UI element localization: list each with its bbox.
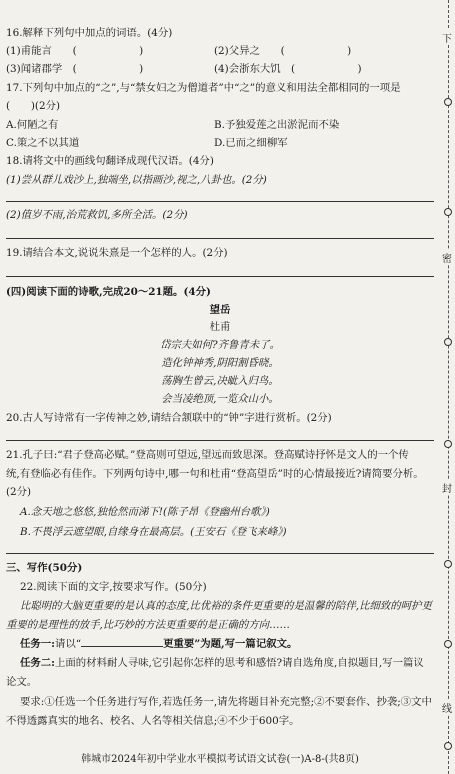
requirements-line1: 要求:①任选一个任务进行写作,若选任务一,请先将题目补充完整;②不要套作、抄袭;③文中 bbox=[20, 696, 432, 708]
binding-circle-icon bbox=[444, 98, 452, 106]
q17-question-line2: ( )(2分) bbox=[6, 100, 60, 112]
binding-char: 密 bbox=[441, 250, 453, 265]
answer-line bbox=[6, 238, 434, 239]
answer-line bbox=[6, 553, 434, 554]
q16-item-1: (1)甫能言 ( ) bbox=[6, 45, 144, 57]
task1 bbox=[20, 637, 297, 652]
answer-line bbox=[6, 276, 434, 277]
task2 bbox=[20, 656, 424, 671]
section3-title: 三、写作(50分) bbox=[6, 562, 83, 574]
task1-mid: 更重要”为题,写一篇记叙文。 bbox=[163, 638, 298, 650]
task1-pre: 请以“ bbox=[55, 638, 82, 650]
binding-circle-icon bbox=[444, 560, 452, 568]
q19-title: 19.请结合本文,说说朱熹是一个怎样的人。(2分) bbox=[6, 247, 228, 259]
task2-text-line2: 论文。 bbox=[6, 676, 38, 688]
q16-title: 16.解释下列句中加点的词语。(4分) bbox=[6, 27, 173, 39]
q18-title: 18.请将文中的画线句翻译成现代汉语。(4分) bbox=[6, 155, 214, 167]
poem-line-3: 荡胸生曾云,决眦入归鸟。 bbox=[161, 375, 279, 387]
poem-line-4: 会当凌绝顶,一览众山小。 bbox=[161, 393, 279, 405]
binding-circle-icon bbox=[444, 440, 452, 448]
q16-item-2: (2)父异之 ( ) bbox=[214, 45, 352, 57]
q18-sentence-1: (1)尝从群儿戏沙上,独端坐,以指画沙,视之,八卦也。(2分) bbox=[6, 174, 267, 186]
q16-item-4: (4)会浙东大饥 ( ) bbox=[214, 63, 362, 75]
binding-char: 封 bbox=[441, 480, 453, 495]
task2-text: 上面的材料耐人寻味,它引起你怎样的思考和感悟?请自选角度,自拟题目,写一篇议 bbox=[55, 657, 424, 669]
binding-circle-icon bbox=[444, 338, 452, 346]
q17-option-d: D.已而之细柳军 bbox=[214, 137, 288, 149]
q21-question-line2: 统,有登临必有佳作。下列两句诗中,哪一句和杜甫“登高望岳”时的心情最接近?请简要分析。 bbox=[6, 468, 424, 480]
material-para-line2: 重要的是理性的放手,比巧妙的方法更重要的是正确的方向…… bbox=[6, 619, 290, 631]
poem-line-1: 岱宗夫如何?齐鲁青未了。 bbox=[160, 339, 280, 351]
q16-item-3: (3)闻诸郡学 ( ) bbox=[6, 63, 144, 75]
binding-circle-icon bbox=[444, 640, 452, 648]
q22-title: 22.阅读下面的文字,按要求写作。(50分) bbox=[20, 581, 207, 593]
binding-dashed-line bbox=[448, 0, 449, 774]
material-para-line1: 比聪明的大脑更重要的是认真的态度,比优裕的条件更重要的是温馨的陪伴,比细致的呵护更 bbox=[20, 600, 432, 612]
q17-option-c: C.策之不以其道 bbox=[6, 137, 80, 149]
q17-option-b: B.予独爱莲之出淤泥而不染 bbox=[214, 119, 340, 131]
answer-line bbox=[6, 201, 434, 202]
title-blank bbox=[81, 646, 163, 647]
answer-line bbox=[6, 440, 434, 441]
q17-question-line1: 17.下列句中加点的“之”,与“禁女妇之为僧道者”中“之”的意义和用法全都相同的一项是 bbox=[6, 82, 401, 94]
page-footer: 韩城市2024年初中学业水平模拟考试语文试卷(一)A-8-(共8页) bbox=[81, 754, 359, 765]
poem-title: 望岳 bbox=[209, 304, 231, 316]
q21-question-line3: (2分) bbox=[6, 486, 32, 498]
poem-line-2: 造化钟神秀,阴阳割昏晓。 bbox=[161, 357, 279, 369]
binding-circle-icon bbox=[444, 742, 452, 750]
section4-title: (四)阅读下面的诗歌,完成20～21题。(4分) bbox=[6, 286, 211, 298]
q21-option-a: A.念天地之悠悠,独怆然而涕下!(陈子昂《登幽州台歌》) bbox=[20, 506, 270, 518]
requirements-line2: 不得透露真实的地名、校名、人名等相关信息;④不少于600字。 bbox=[6, 715, 300, 727]
q18-sentence-2: (2)值岁不雨,治荒救饥,多所全活。(2分) bbox=[6, 209, 188, 221]
q21-option-b: B.不畏浮云遮望眼,自缘身在最高层。(王安石《登飞来峰》) bbox=[20, 526, 287, 538]
binding-char: 线 bbox=[441, 700, 453, 715]
task1-label: 任务一: bbox=[20, 638, 56, 650]
q21-question-line1: 21.孔子曰:“君子登高必赋。”登高则可望远,望远而致思深。登高赋诗抒怀是文人的一个传 bbox=[6, 449, 409, 461]
binding-circle-icon bbox=[444, 208, 452, 216]
poem-author: 杜甫 bbox=[209, 321, 231, 333]
q17-option-a: A.何陋之有 bbox=[6, 119, 59, 131]
task2-label: 任务二: bbox=[20, 657, 56, 669]
binding-char: 下 bbox=[441, 30, 453, 45]
q20-title: 20.古人写诗常有一字传神之妙,请结合颔联中的“钟”字进行赏析。(2分) bbox=[6, 412, 332, 424]
